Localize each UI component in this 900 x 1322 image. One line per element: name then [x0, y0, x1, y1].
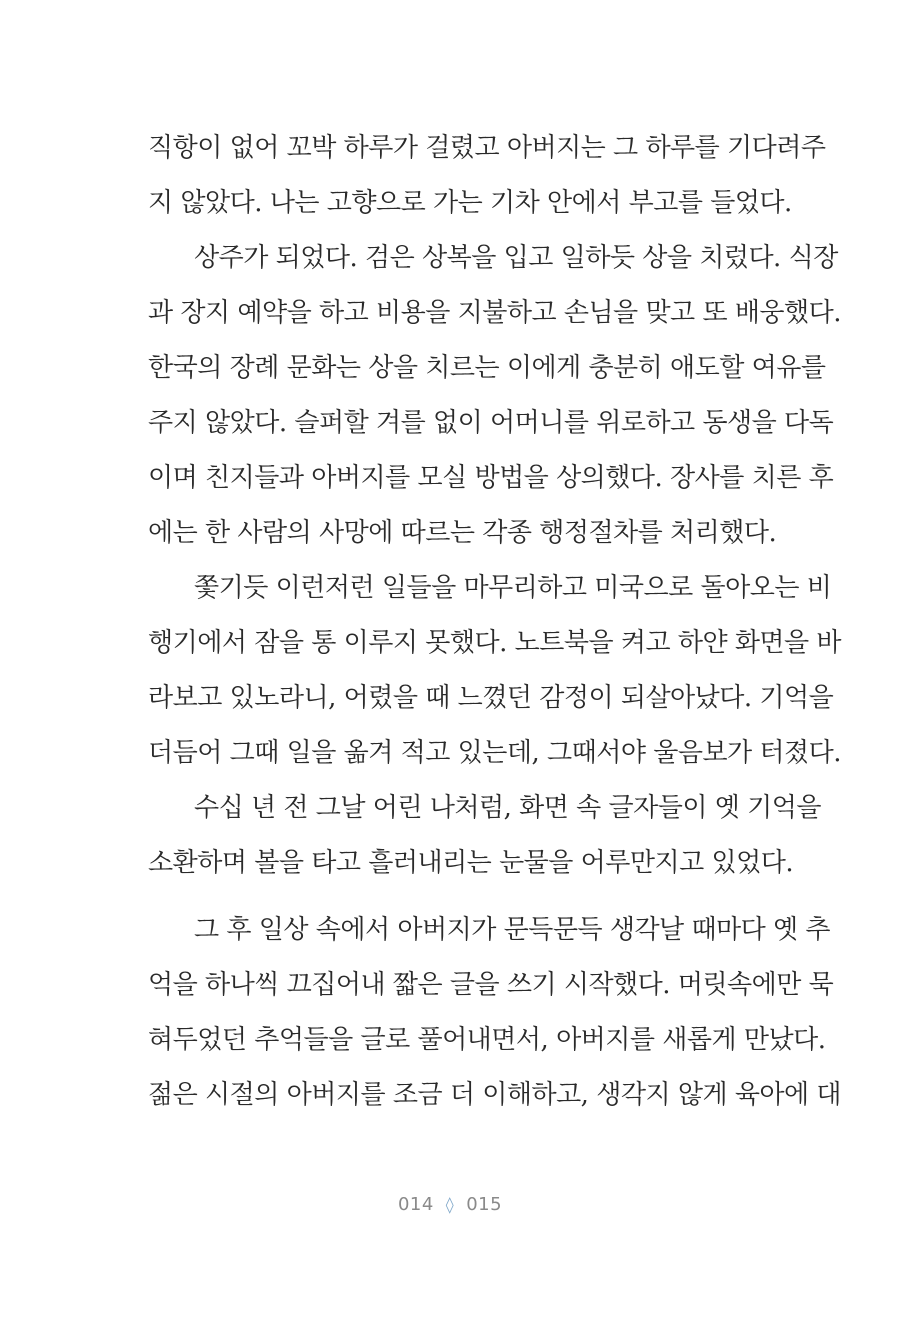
body-text-block-1 [148, 121, 842, 891]
text-line: 에는 한 사람의 사망에 따르는 각종 행정절차를 처리했다. [148, 518, 777, 548]
text-line: 지 않았다. 나는 고향으로 가는 기차 안에서 부고를 들었다. [148, 188, 792, 218]
text-line: 주지 않았다. 슬퍼할 겨를 없이 어머니를 위로하고 동생을 다독 [148, 408, 834, 438]
page-number-footer [0, 1194, 900, 1215]
text-line: 행기에서 잠을 통 이루지 못했다. 노트북을 켜고 하얀 화면을 바 [148, 628, 842, 658]
text-line: 상주가 되었다. 검은 상복을 입고 일하듯 상을 치렀다. 식장 [194, 243, 838, 273]
text-line: 그 후 일상 속에서 아버지가 문득문득 생각날 때마다 옛 추 [194, 915, 831, 945]
text-line: 소환하며 볼을 타고 흘러내리는 눈물을 어루만지고 있었다. [148, 848, 794, 878]
text-line: 수십 년 전 그날 어린 나처럼, 화면 속 글자들이 옛 기억을 [194, 793, 821, 823]
right-page-number: 015 [466, 1194, 503, 1215]
text-line: 쫓기듯 이런저런 일들을 마무리하고 미국으로 돌아오는 비 [194, 573, 832, 603]
text-line: 과 장지 예약을 하고 비용을 지불하고 손님을 맞고 또 배웅했다. [148, 298, 842, 328]
text-line: 억을 하나씩 끄집어내 짧은 글을 쓰기 시작했다. 머릿속에만 묵 [148, 970, 834, 1000]
text-line: 혀두었던 추억들을 글로 풀어내면서, 아버지를 새롭게 만났다. [148, 1025, 826, 1055]
text-line: 이며 친지들과 아버지를 모실 방법을 상의했다. 장사를 치른 후 [148, 463, 834, 493]
text-line: 한국의 장례 문화는 상을 치르는 이에게 충분히 애도할 여유를 [148, 353, 826, 383]
body-text-block-2 [148, 903, 842, 1123]
left-page-number: 014 [397, 1194, 434, 1215]
diamond-separator-icon: ◊ [445, 1195, 455, 1214]
text-line: 라보고 있노라니, 어렸을 때 느꼈던 감정이 되살아났다. 기억을 [148, 683, 834, 713]
text-line: 직항이 없어 꼬박 하루가 걸렸고 아버지는 그 하루를 기다려주 [148, 133, 826, 163]
text-line: 더듬어 그때 일을 옮겨 적고 있는데, 그때서야 울음보가 터졌다. [148, 738, 842, 768]
text-line: 젊은 시절의 아버지를 조금 더 이해하고, 생각지 않게 육아에 대 [148, 1080, 842, 1110]
